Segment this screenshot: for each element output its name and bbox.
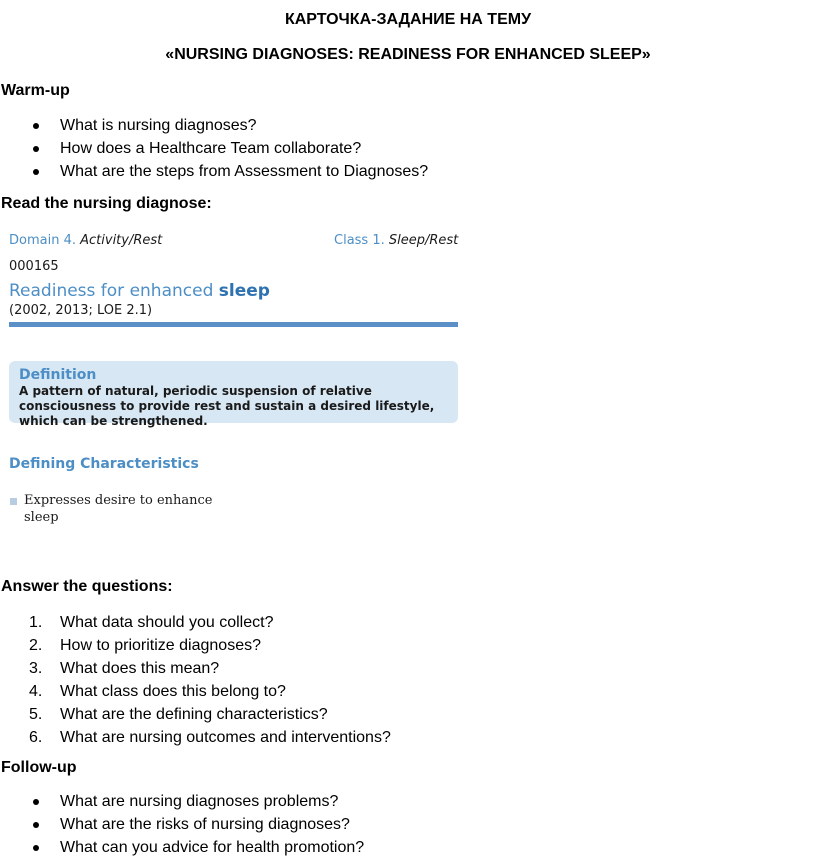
list-item: How does a Healthcare Team collaborate? (0, 139, 428, 162)
read-heading: Read the nursing diagnose: (1, 195, 212, 212)
diagnosis-meta: (2002, 2013; LOE 2.1) (9, 303, 153, 318)
bullet-icon (33, 845, 39, 851)
warmup-list (0, 116, 428, 185)
class-name: Sleep/Rest (388, 233, 459, 248)
diagnosis-title-bold: sleep (218, 281, 270, 301)
domain-name: Activity/Rest (80, 233, 163, 248)
defining-characteristics-heading: Defining Characteristics (9, 456, 199, 472)
page-title-line-2: «NURSING DIAGNOSES: READINESS FOR ENHANCED SLEEP» (165, 46, 651, 63)
answer-heading: Answer the questions: (1, 578, 173, 595)
definition-heading: Definition (19, 367, 97, 383)
list-item: 5. What are the defining characteristics? (29, 706, 328, 723)
definition-box (9, 361, 458, 428)
diagnosis-title (9, 281, 270, 301)
list-item: What is nursing diagnoses? (0, 116, 428, 139)
list-item: 1. What data should you collect? (29, 614, 274, 631)
bullet-icon (33, 822, 39, 828)
divider (9, 322, 458, 327)
list-item: What can you advice for health promotion? (0, 838, 364, 861)
class-line (334, 233, 458, 248)
domain-line (9, 233, 162, 248)
followup-heading: Follow-up (1, 759, 77, 776)
followup-list (0, 792, 364, 861)
diagnosis-title-main: Readiness for enhanced (9, 281, 214, 301)
domain-label: Domain 4. (9, 233, 76, 248)
list-item: What are the risks of nursing diagnoses? (0, 815, 364, 838)
list-item: What are nursing diagnoses problems? (0, 792, 364, 815)
list-item: 4. What class does this belong to? (29, 683, 286, 700)
page-title-line-1: КАРТОЧКА-ЗАДАНИЕ НА ТЕМУ (284, 11, 532, 28)
bullet-icon (33, 799, 39, 805)
bullet-icon (33, 169, 39, 175)
warmup-heading: Warm-up (1, 82, 70, 99)
bullet-icon (33, 123, 39, 129)
definition-text: A pattern of natural, periodic suspension of relative consciousness to provide rest and sustain a desired lifestyle, which can be strengthened. (19, 384, 435, 428)
class-label: Class 1. (334, 233, 385, 248)
diagnosis-code: 000165 (9, 259, 59, 274)
bullet-icon (33, 146, 39, 152)
list-item: 6. What are nursing outcomes and interventions? (29, 729, 391, 746)
square-bullet-icon (10, 498, 17, 505)
list-item: 3. What does this mean? (29, 660, 220, 677)
list-item: 2. How to prioritize diagnoses? (29, 637, 261, 654)
answer-list (0, 613, 391, 751)
defining-characteristic-item: Expresses desire to enhance sleep (10, 492, 234, 526)
list-item: What are the steps from Assessment to Diagnoses? (0, 162, 428, 185)
nursing-diagnosis-card (0, 228, 470, 538)
